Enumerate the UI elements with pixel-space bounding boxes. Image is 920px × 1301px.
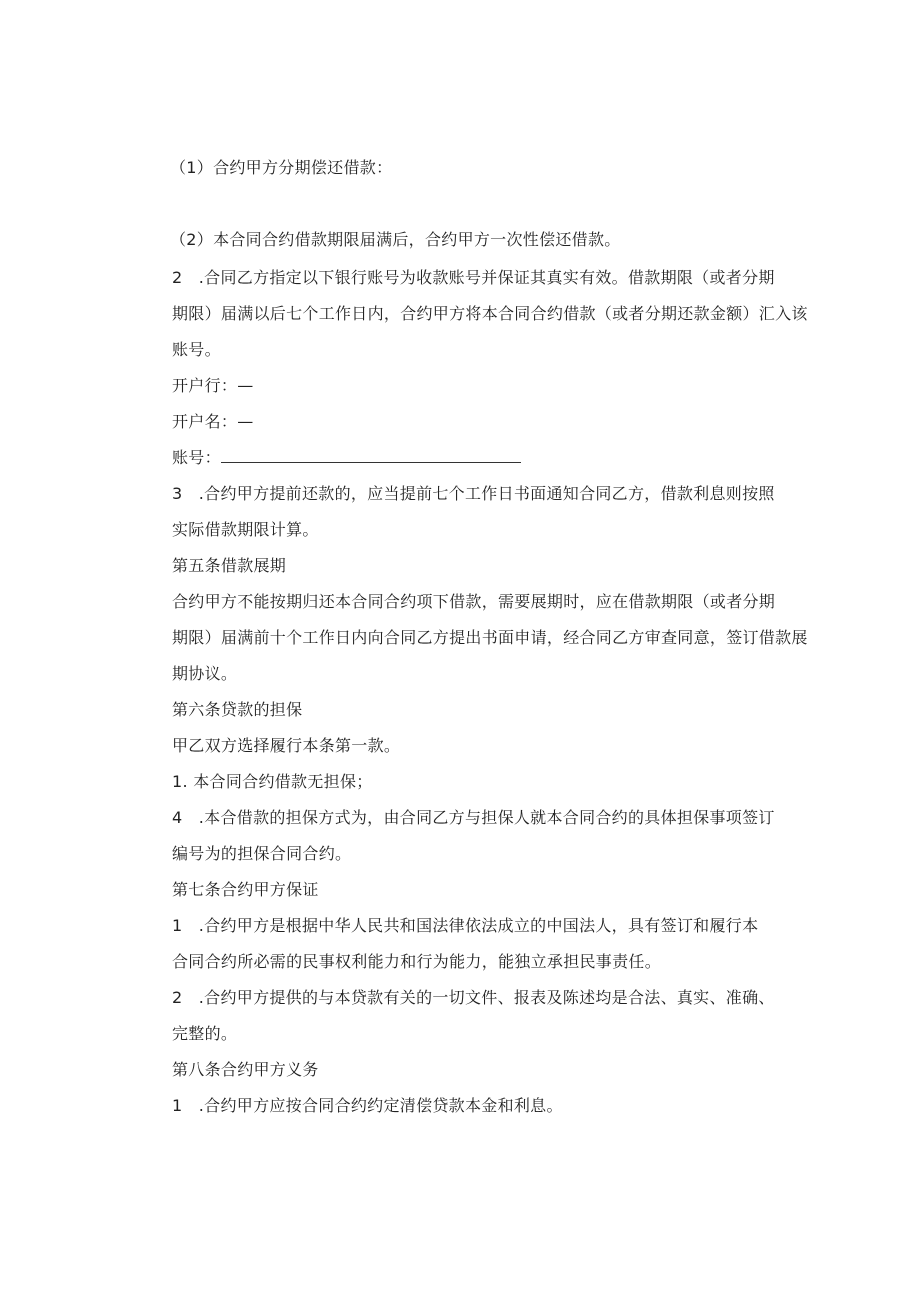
article-8-item-1: 1 .合约甲方应按合同合约约定清偿贷款本金和利息。 bbox=[172, 1096, 563, 1115]
bank-branch-field: 开户行：— bbox=[172, 376, 254, 395]
article-6-item-4-line-1: 4 .本合借款的担保方式为，由合同乙方与担保人就本合同合约的具体担保事项签订 bbox=[172, 808, 775, 827]
article-5-line-2: 期限）届满前十个工作日内向合同乙方提出书面申请，经合同乙方审查同意，签订借款展 bbox=[172, 628, 808, 647]
account-number-label: 账号： bbox=[172, 448, 221, 467]
article-5-line-3: 期协议。 bbox=[172, 664, 238, 683]
repayment-option-1: （1）合约甲方分期偿还借款： bbox=[170, 158, 393, 177]
repayment-option-2: （2）本合同合约借款期限届满后，合约甲方一次性偿还借款。 bbox=[170, 230, 621, 249]
article-7-item-2-line-1: 2 .合约甲方提供的与本贷款有关的一切文件、报表及陈述均是合法、真实、准确、 bbox=[172, 988, 775, 1007]
clause-2-line-1: 2 .合同乙方指定以下银行账号为收款账号并保证其真实有效。借款期限（或者分期 bbox=[172, 268, 775, 287]
article-5-heading: 第五条借款展期 bbox=[172, 556, 287, 575]
account-number-field bbox=[172, 448, 521, 468]
clause-3-line-1: 3 .合约甲方提前还款的，应当提前七个工作日书面通知合同乙方，借款利息则按照 bbox=[172, 484, 775, 503]
clause-3-line-2: 实际借款期限计算。 bbox=[172, 520, 319, 539]
clause-2-line-3: 账号。 bbox=[172, 340, 221, 359]
article-7-item-1-line-2: 合同合约所必需的民事权利能力和行为能力，能独立承担民事责任。 bbox=[172, 952, 662, 971]
article-5-line-1: 合约甲方不能按期归还本合同合约项下借款，需要展期时，应在借款期限（或者分期 bbox=[172, 592, 776, 611]
account-name-field: 开户名：— bbox=[172, 412, 254, 431]
article-6-item-1: 1. 本合同合约借款无担保； bbox=[172, 772, 373, 791]
article-8-heading: 第八条合约甲方义务 bbox=[172, 1060, 319, 1079]
article-7-item-2-line-2: 完整的。 bbox=[172, 1024, 238, 1043]
clause-2-line-2: 期限）届满以后七个工作日内，合约甲方将本合同合约借款（或者分期还款金额）汇入该 bbox=[172, 304, 808, 323]
account-number-blank bbox=[221, 448, 521, 463]
article-6-choice: 甲乙双方选择履行本条第一款。 bbox=[172, 736, 401, 755]
article-7-item-1-line-1: 1 .合约甲方是根据中华人民共和国法律依法成立的中国法人，具有签订和履行本 bbox=[172, 916, 759, 935]
article-6-item-4-line-2: 编号为的担保合同合约。 bbox=[172, 844, 352, 863]
article-6-heading: 第六条贷款的担保 bbox=[172, 700, 303, 719]
article-7-heading: 第七条合约甲方保证 bbox=[172, 880, 319, 899]
